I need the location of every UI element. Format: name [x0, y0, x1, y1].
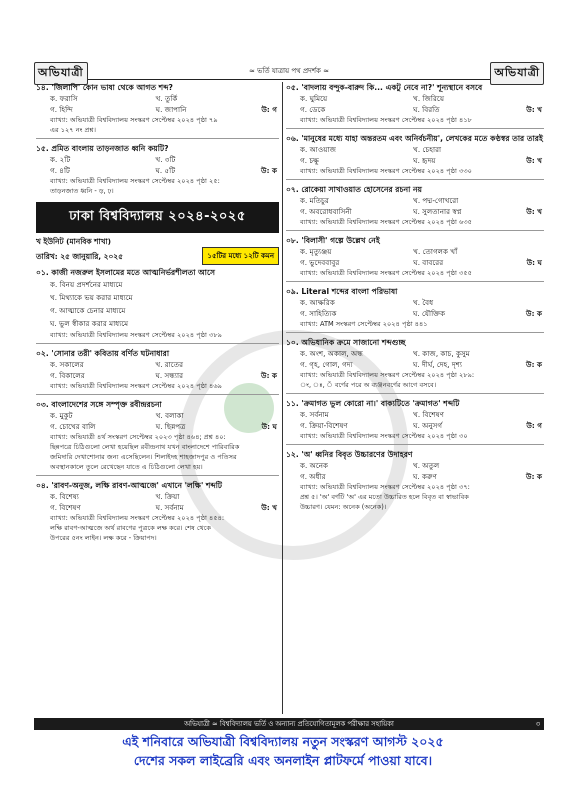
- unit-info-row: [36, 247, 279, 265]
- option: ঘ. সন্ধ্যার: [155, 371, 184, 380]
- explanation-line: ব্যাখ্যা: অভিযাত্রী বিশ্ববিদ্যালয় সংস্করণ সেপ্টেম্বর ২০২৪ পৃষ্ঠা ৪৫৪:: [50, 514, 225, 522]
- option: ক. মতিচুর: [300, 196, 329, 205]
- answer-label: উ: ঘ: [261, 422, 277, 431]
- question-text: ১৪. 'জিলাপি' কোন ভাষা থেকে আগত শব্দ?: [36, 83, 173, 92]
- option: খ. পদ্ম-গোখরো: [413, 196, 459, 205]
- answer-label: উ: ঘ: [526, 258, 542, 267]
- option: গ. ডেকে: [300, 105, 326, 114]
- option-spacer: [262, 410, 279, 421]
- options-grid: [286, 246, 544, 268]
- left-column: [36, 82, 279, 543]
- options-grid: [36, 359, 279, 381]
- option-line: খ. মিথ্যাকে ভয় করার মাধ্যমে: [50, 293, 133, 302]
- option: গ. অধীর: [300, 472, 326, 481]
- explanation-line: ব্যাখ্যা: অভিযাত্রী বিশ্ববিদ্যালয় সংস্করণ সেপ্টেম্বর ২০২৪ পৃষ্ঠা ৭৯: [50, 116, 218, 124]
- option: ক. বিশেষ্য: [50, 492, 79, 501]
- unit-title: খ ইউনিট (মানবিক শাখা): [36, 237, 112, 246]
- option: গ. ক্রিয়া-বিশেষণ: [300, 421, 348, 430]
- brand-logo-left: অভিযাত্রী: [34, 62, 88, 85]
- question-text: ০৫. 'বাদলায় বন্দুক-বারুদ কি... একটু নেবে না?' শূন্যস্থানে বসবে: [286, 83, 483, 92]
- separator: [286, 332, 544, 333]
- option: ক. সকালের: [50, 360, 84, 369]
- option: গ. অবরোধবাসিনী: [300, 207, 352, 216]
- option: খ. বলাকা: [155, 411, 184, 420]
- common-badge: ১৫টির মধ্যে ১২টি কমন: [202, 247, 279, 265]
- option: খ. রাতের: [155, 360, 184, 369]
- option-spacer: [526, 297, 544, 308]
- explanation-line: ব্যাখ্যা: অভিযাত্রী বিশ্ববিদ্যালয় সংস্করণ সেপ্টেম্বর ২০২৪ পৃষ্ঠা ৩০: [300, 432, 468, 440]
- option-spacer: [261, 93, 279, 104]
- question-text: ০৭. রোকেয়া সাখাওয়াত হোসেনের রচনা নয়: [286, 185, 422, 194]
- question-block-10: [286, 337, 544, 390]
- explanation-line: লক্ষি রাবণ-আত্মজে অর্থ রাবণের পুত্রকে লক্ষ করে। শেষ থেকে: [50, 524, 212, 532]
- option-spacer: [526, 409, 544, 420]
- option: ক. ফরাসি: [50, 94, 78, 103]
- option: ঘ. জাপানি: [155, 105, 187, 114]
- option: খ. তোগলক খাঁ: [413, 247, 458, 256]
- page-number: ৩: [535, 720, 540, 728]
- answer-label: উ: ক: [525, 309, 542, 318]
- question-text: ০২. 'সোনার তরী' কবিতায় বর্ণিত ঘটনাধারা: [36, 349, 170, 358]
- separator: [36, 343, 279, 344]
- explanation-line: ব্যাখ্যা: অভিযাত্রী বিশ্ববিদ্যালয় সংস্করণ সেপ্টেম্বর ২০২৪ পৃষ্ঠা ২৮৯:: [300, 371, 475, 379]
- brand-logo-right: অভিযাত্রী: [490, 62, 544, 85]
- separator: [36, 475, 279, 476]
- option: ঘ. সুলতানার স্বপ্ন: [413, 207, 462, 216]
- option-spacer: [261, 359, 279, 370]
- option-line: ক. বিনয় প্রদর্শনের মাধ্যমে: [50, 280, 123, 289]
- option: ক. সর্বনাম: [300, 410, 329, 419]
- question-block-06: [286, 133, 544, 176]
- question-text: ০৮. 'বিলাসী' গল্পে উল্লেখ নেই: [286, 236, 380, 245]
- column-divider: [282, 82, 283, 714]
- option: খ. জিরিয়ে: [413, 94, 445, 103]
- option: খ. অতুল: [412, 461, 440, 470]
- answer-label: উ: খ: [526, 156, 542, 165]
- option: খ. বিশেষণ: [413, 410, 444, 419]
- question-text: ০৪. 'রাবণ-অনুজ, লক্ষি রাবণ-আত্মজে' এখানে 'লক্ষি' শব্দটি: [36, 481, 223, 490]
- option-spacer: [526, 195, 544, 206]
- option: খ. ৩টি: [155, 155, 176, 164]
- option-spacer: [526, 460, 544, 471]
- option: ঘ. বাবরের: [413, 258, 444, 267]
- question-block-12: [286, 449, 544, 512]
- answer-label: উ: ক: [525, 360, 542, 369]
- option-spacer: [526, 144, 544, 155]
- option-spacer: [261, 154, 279, 165]
- question-block-08: [286, 235, 544, 278]
- question-text: ০১. কাজী নজরুল ইসলামের মতে আত্মনির্ভরশীলতা আসে: [36, 268, 216, 277]
- question-block-09: [286, 286, 544, 329]
- option: গ. বিকালের: [50, 371, 85, 380]
- question-block-02: [36, 348, 279, 391]
- question-block-11: [286, 398, 544, 441]
- explanation-line: ব্যাখ্যা: অভিযাত্রী ৪র্থ সংস্করণ সেপ্টেম্বর ২০২৩ পৃষ্ঠা ৪৬৪; প্রশ্ন ৪০:: [50, 433, 226, 441]
- question-text: ১৫. প্রমিত বাংলায় তাড়নজাত ধ্বনি কয়টি?: [36, 144, 169, 153]
- option: খ. কাজ, কাচ, কুসুম: [412, 349, 470, 358]
- question-block-14: [36, 82, 279, 135]
- option: ক. ২টি: [50, 155, 71, 164]
- separator: [36, 394, 279, 395]
- question-block-04: [36, 480, 279, 543]
- option: গ. সাহিত্যিক: [300, 309, 337, 318]
- right-column: [286, 82, 544, 512]
- options-grid: [36, 93, 279, 115]
- separator: [286, 444, 544, 445]
- explanation-line: জমিদারি দেখাশোনার জন্য এসেছিলেন। শিলাইদহ শাহজাদপুর ও পতিসর: [50, 453, 237, 461]
- answer-label: উ: গ: [526, 421, 542, 430]
- separator: [286, 393, 544, 394]
- option: গ. চক্ষু: [300, 156, 319, 165]
- option: ঘ. যৌক্তিক: [412, 309, 446, 318]
- options-grid: [286, 195, 544, 217]
- option: গ. গৃহ, গোল, গদ্য: [300, 360, 353, 369]
- options-grid: [36, 491, 279, 513]
- options-grid: [36, 410, 279, 432]
- explanation-line: অবস্থানকালে তুলে রেখেছেন যাতে এ চিঠিগুলো লেখা হয়।: [50, 463, 203, 471]
- explanation-line: ং, ঃ, ঁ বর্ণের পরে অ ব্যঞ্জনবর্ণের আগে বসবে।: [300, 381, 437, 389]
- option: খ. তুর্কি: [155, 94, 178, 103]
- option: ক. অংশ, অকাল, অন্ধ: [300, 349, 363, 358]
- separator: [286, 230, 544, 231]
- university-banner: ঢাকা বিশ্ববিদ্যালয় ২০২৪-২০২৫: [36, 202, 279, 233]
- options-grid: [36, 154, 279, 176]
- options-grid: [286, 144, 544, 166]
- question-text: ০৯. Literal শব্দের বাংলা পরিভাষা: [286, 287, 398, 296]
- header-tagline: ≈ ভর্তি যাত্রায় পথ প্রদর্শক ≈: [249, 67, 329, 75]
- question-text: ১১. 'ক্রমাগত ভুল কোরো না।' বাক্যটিতে 'ক্রমাগত' শব্দটি: [286, 399, 460, 408]
- separator: [286, 128, 544, 129]
- option: ঘ. ছিন্নপত্র: [155, 422, 186, 431]
- options-grid: [286, 460, 544, 482]
- option: ঘ. করুণ: [412, 472, 437, 481]
- explanation-line: ব্যাখ্যা: ATM সংস্করণ সেপ্টেম্বর ২০২৪ পৃষ্ঠা ৪৪১: [300, 320, 428, 328]
- option-spacer: [261, 491, 279, 502]
- option: ঘ. হৃদয়: [413, 156, 436, 165]
- question-block-03: [36, 399, 279, 472]
- question-text: ০৩. বাংলাদেশের সঙ্গে সম্পৃক্ত রবীন্দ্ররচনা: [36, 400, 162, 409]
- explanation-line: ব্যাখ্যা: অভিযাত্রী বিশ্ববিদ্যালয় সংস্করণ সেপ্টেম্বর ২০২৪ পৃষ্ঠা ৩৮৯: [50, 331, 222, 339]
- answer-label: উ: খ: [526, 105, 542, 114]
- option: খ. ক্রিয়া: [155, 492, 180, 501]
- option: ক. আওয়াজ: [300, 145, 337, 154]
- options-grid: [286, 93, 544, 115]
- option: ঘ. বিরতি: [413, 105, 440, 114]
- separator: [36, 138, 279, 139]
- footer-bar: [34, 718, 544, 730]
- explanation-line: এর ১২৭ নং প্রশ্ন।: [50, 126, 96, 134]
- option: খ. চেহারা: [413, 145, 442, 154]
- promo-line-1: এই শনিবারে অভিযাত্রী বিশ্ববিদ্যালয় নতুন সংস্করণ আগস্ট ২০২৫: [122, 734, 444, 749]
- option-line: ঘ. ভুল স্বীকার করার মাধ্যমে: [50, 319, 129, 328]
- answer-label: উ: ক: [260, 371, 277, 380]
- question-block-05: [286, 82, 544, 125]
- option: ঘ. অনুসর্গ: [413, 421, 443, 430]
- answer-label: উ: ক: [260, 166, 277, 175]
- option: গ. চোখের বালি: [50, 422, 96, 431]
- option: গ. ৪টি: [50, 166, 70, 175]
- answer-label: উ: ক: [525, 472, 542, 481]
- option: ক. আক্ষরিক: [300, 298, 335, 307]
- option: ক. ঘুমিয়ে: [300, 94, 328, 103]
- explanation-line: ব্যাখ্যা: অভিযাত্রী বিশ্ববিদ্যালয় সংস্করণ সেপ্টেম্বর ২০২৪ পৃষ্ঠা ৬৩৫: [300, 218, 472, 226]
- explanation-line: প্রশ্ন ৫। 'অ' বর্ণটি 'অ' এর মতো উচ্চারিত হলে বিবৃত বা স্বাভাবিক: [300, 493, 469, 501]
- answer-label: উ: খ: [526, 207, 542, 216]
- option: ঘ. দীর্ঘ, দেহ, দৃশ্য: [412, 360, 462, 369]
- separator: [286, 281, 544, 282]
- option-spacer: [527, 246, 544, 257]
- option: ঘ. ৫টি: [155, 166, 176, 175]
- answer-label: উ: গ: [261, 105, 277, 114]
- options-grid: [286, 409, 544, 431]
- explanation-line: তাড়নজাত ধ্বনি - ড়, ঢ়।: [50, 187, 114, 195]
- options-grid: [286, 297, 544, 319]
- explanation-line: ব্যাখ্যা: অভিযাত্রী বিশ্ববিদ্যালয় সংস্করণ সেপ্টেম্বর ২০২৪ পৃষ্ঠা ৩৭:: [300, 483, 470, 491]
- question-text: ০৬. 'মানুষের মধ্যে যাহা অন্তরতম এবং অনির্বচনীয়', লেখকের মতে কণ্ঠস্বর তার তারই: [286, 134, 543, 143]
- option: ক. মুকুট: [50, 411, 73, 420]
- option: গ. বিশেষণ: [50, 503, 81, 512]
- answer-label: উ: খ: [261, 503, 277, 512]
- option-line: গ. আত্মাকে চেনার মাধ্যমে: [50, 306, 126, 315]
- explanation-line: ব্যাখ্যা: অভিযাত্রী বিশ্ববিদ্যালয় সংস্করণ সেপ্টেম্বর ২০২৪ পৃষ্ঠা ৩৩০: [300, 167, 472, 175]
- footer-text: অভিযাত্রী ≈ বিশ্ববিদ্যালয় ভর্তি ও অন্যান্য প্রতিযোগিতামূলক পরীক্ষার সহায়িকা: [184, 720, 394, 728]
- question-text: ১২. 'অ' ধ্বনির বিবৃত উচ্চারণের উদাহরণ: [286, 450, 413, 459]
- question-block-15: [36, 143, 279, 196]
- option-spacer: [526, 93, 544, 104]
- option-spacer: [526, 348, 544, 359]
- page-header: [34, 62, 544, 80]
- explanation-line: ব্যাখ্যা: অভিযাত্রী বিশ্ববিদ্যালয় সংস্করণ সেপ্টেম্বর ২০২৪ পৃষ্ঠা ৪৬৯: [50, 382, 222, 390]
- explanation-line: ব্যাখ্যা: অভিযাত্রী বিশ্ববিদ্যালয় সংস্করণ সেপ্টেম্বর ২০২৪ পৃষ্ঠা ৪১৮: [300, 116, 472, 124]
- explanation-line: উপরের ৫নং লাইন। লক্ষ করে - ক্রিয়াপদ।: [50, 534, 157, 542]
- question-text: ১০. অভিধানিক ক্রমে সাজানো শব্দগুচ্ছ: [286, 338, 406, 347]
- separator: [286, 179, 544, 180]
- explanation-line: ব্যাখ্যা: অভিযাত্রী বিশ্ববিদ্যালয় সংস্করণ সেপ্টেম্বর ২০২৪ পৃষ্ঠা ২৫:: [50, 177, 220, 185]
- option: ক. মৃত্যুঞ্জয়: [300, 247, 332, 256]
- explanation-line: উচ্চারণ। যেমন: অনেক (অনেক)।: [300, 503, 387, 511]
- option: গ. হিন্দি: [50, 105, 73, 114]
- explanation-line: ছিন্নপত্রে চিঠিগুলো লেখা হয়েছিল রবীন্দ্রনাথ যখন বাংলাদেশে পারিবারিক: [50, 443, 240, 451]
- options-grid: [286, 348, 544, 370]
- option: ঘ. সর্বনাম: [155, 503, 184, 512]
- question-block-01: [36, 267, 279, 340]
- exam-date: তারিখ: ২৫ জানুয়ারি, ২০২৫: [36, 251, 123, 261]
- option: খ. বৈধ: [412, 298, 434, 307]
- option: ক. অনেক: [300, 461, 329, 470]
- question-block-07: [286, 184, 544, 227]
- option: গ. ভুদেববাবুর: [300, 258, 340, 267]
- explanation-line: ব্যাখ্যা: অভিযাত্রী বিশ্ববিদ্যালয় সংস্করণ সেপ্টেম্বর ২০২৪ পৃষ্ঠা ৩৫৫: [300, 269, 472, 277]
- promo-line-2: দেশের সকল লাইব্রেরি এবং অনলাইন প্লাটফর্মে পাওয়া যাবে।: [133, 753, 433, 768]
